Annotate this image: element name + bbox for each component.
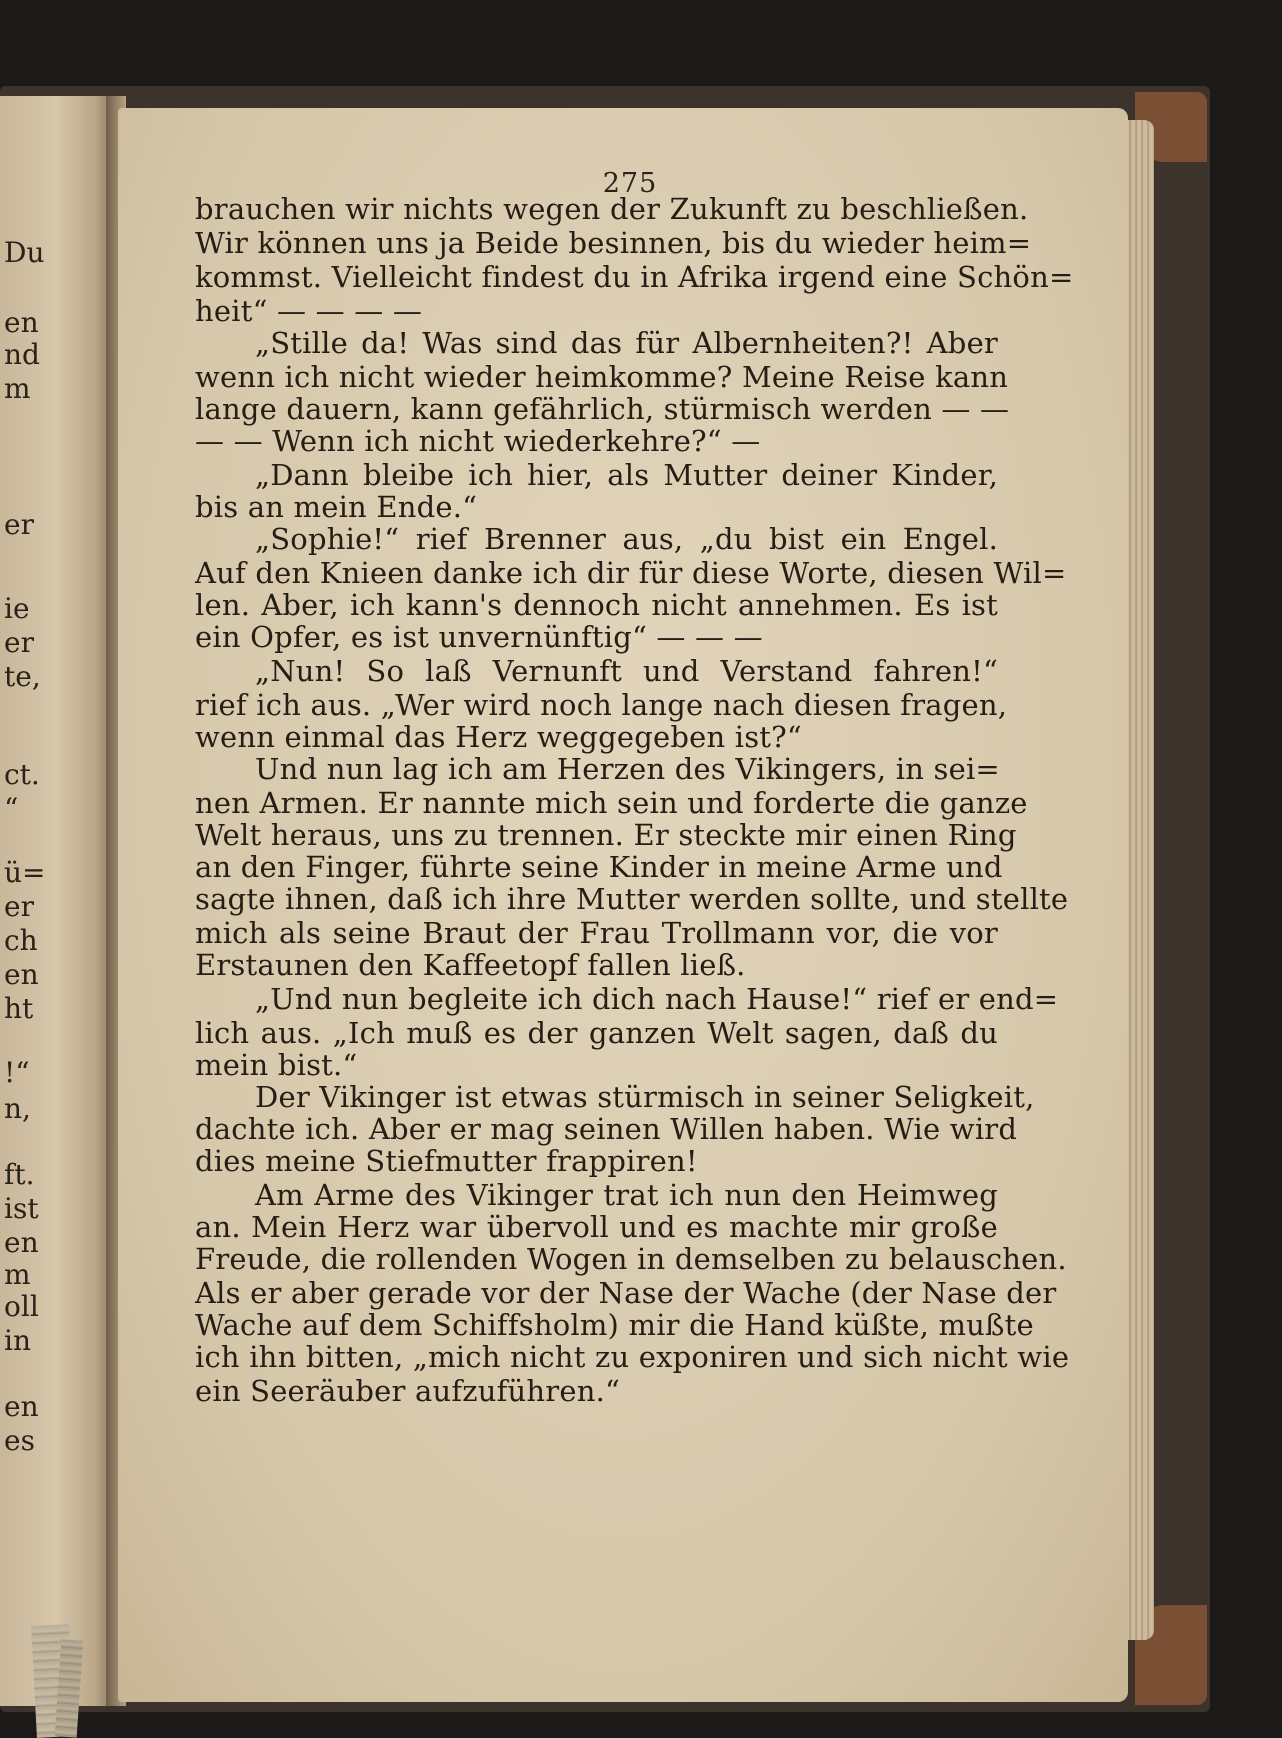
- left-fragment: es: [4, 1424, 35, 1457]
- left-fragment: “: [4, 792, 19, 825]
- left-fragment: en: [4, 1226, 39, 1259]
- left-fragment: en: [4, 306, 39, 339]
- left-fragment: ht: [4, 992, 34, 1025]
- text-line: brauchen wir nichts wegen der Zukunft zu beschließen.: [195, 192, 1029, 226]
- left-fragment: nd: [4, 338, 40, 371]
- text-line: an. Mein Herz war übervoll und es machte mir große: [195, 1210, 998, 1244]
- text-line: lange dauern, kann gefährlich, stürmisch werden — —: [195, 392, 1010, 426]
- left-fragment: er: [4, 890, 34, 923]
- left-page: [0, 96, 112, 1706]
- text-line: ich ihn bitten, „mich nicht zu exponiren und sich nicht wie: [195, 1340, 1070, 1374]
- text-line: mich als seine Braut der Frau Trollmann vor, die vor: [195, 916, 998, 950]
- text-line: sagte ihnen, daß ich ihre Mutter werden sollte, und stellte: [195, 882, 1069, 916]
- left-fragment: ch: [4, 924, 38, 957]
- text-line: rief ich aus. „Wer wird noch lange nach diesen fragen,: [195, 688, 1008, 722]
- text-line: „Sophie!“ rief Brenner aus, „du bist ein Engel.: [255, 522, 998, 556]
- text-line: wenn einmal das Herz weggegeben ist?“: [195, 720, 802, 754]
- left-fragment: ct.: [4, 758, 40, 791]
- left-fragment: te,: [4, 660, 41, 693]
- text-line: heit“ — — — —: [195, 294, 423, 328]
- text-line: „Nun! So laß Vernunft und Verstand fahren!“: [255, 654, 998, 688]
- text-line: Und nun lag ich am Herzen des Vikingers, in sei=: [255, 752, 1000, 786]
- text-line: kommst. Vielleicht findest du in Afrika irgend eine Schön=: [195, 260, 1074, 294]
- left-fragment: !“: [4, 1056, 30, 1089]
- left-fragment: ist: [4, 1192, 39, 1225]
- text-line: Freude, die rollenden Wogen in demselben zu belauschen.: [195, 1242, 1067, 1276]
- text-line: „Und nun begleite ich dich nach Hause!“ rief er end=: [255, 982, 1059, 1016]
- text-line: dachte ich. Aber er mag seinen Willen haben. Wie wird: [195, 1112, 1018, 1146]
- left-fragment: ü=: [4, 856, 46, 889]
- text-line: Auf den Knieen danke ich dir für diese Worte, diesen Wil=: [195, 556, 1067, 590]
- left-fragment: ft.: [4, 1158, 35, 1191]
- left-fragment: en: [4, 1390, 39, 1423]
- left-fragment: m: [4, 1258, 31, 1291]
- left-page-text: [0, 96, 112, 1706]
- left-fragment: en: [4, 958, 39, 991]
- left-fragment: n,: [4, 1092, 31, 1125]
- text-line: „Stille da! Was sind das für Albernheiten?! Aber: [255, 326, 998, 360]
- text-line: — — Wenn ich nicht wiederkehre?“ —: [195, 424, 761, 458]
- left-fragment: m: [4, 372, 31, 405]
- text-line: dies meine Stiefmutter frappiren!: [195, 1144, 698, 1178]
- page-number: 275: [602, 168, 658, 199]
- left-fragment: in: [4, 1324, 31, 1357]
- text-line: Der Vikinger ist etwas stürmisch in seiner Seligkeit,: [255, 1080, 1035, 1114]
- text-line: len. Aber, ich kann's dennoch nicht annehmen. Es ist: [195, 588, 998, 622]
- text-line: mein bist.“: [195, 1048, 358, 1082]
- text-line: Erstaunen den Kaffeetopf fallen ließ.: [195, 948, 746, 982]
- text-line: Als er aber gerade vor der Nase der Wache (der Nase der: [195, 1276, 1057, 1310]
- text-line: ein Seeräuber aufzuführen.“: [195, 1374, 621, 1408]
- text-line: Wir können uns ja Beide besinnen, bis du wieder heim=: [195, 226, 1032, 260]
- text-line: an den Finger, führte seine Kinder in meine Arme und: [195, 850, 1003, 884]
- text-line: wenn ich nicht wieder heimkomme? Meine Reise kann: [195, 360, 1009, 394]
- left-fragment: Du: [4, 236, 45, 269]
- text-line: Welt heraus, uns zu trennen. Er steckte mir einen Ring: [195, 818, 1017, 852]
- text-line: nen Armen. Er nannte mich sein und forderte die ganze: [195, 786, 1028, 820]
- left-fragment: ie: [4, 592, 30, 625]
- left-fragment: er: [4, 508, 34, 541]
- left-fragment: er: [4, 626, 34, 659]
- left-fragment: oll: [4, 1290, 39, 1323]
- text-line: ein Opfer, es ist unvernünftig“ — — —: [195, 620, 763, 654]
- text-line: lich aus. „Ich muß es der ganzen Welt sagen, daß du: [195, 1016, 998, 1050]
- text-line: bis an mein Ende.“: [195, 490, 478, 524]
- text-line: Am Arme des Vikinger trat ich nun den Heimweg: [255, 1178, 998, 1212]
- text-line: „Dann bleibe ich hier, als Mutter deiner Kinder,: [255, 458, 998, 492]
- text-line: Wache auf dem Schiffsholm) mir die Hand küßte, mußte: [195, 1308, 1034, 1342]
